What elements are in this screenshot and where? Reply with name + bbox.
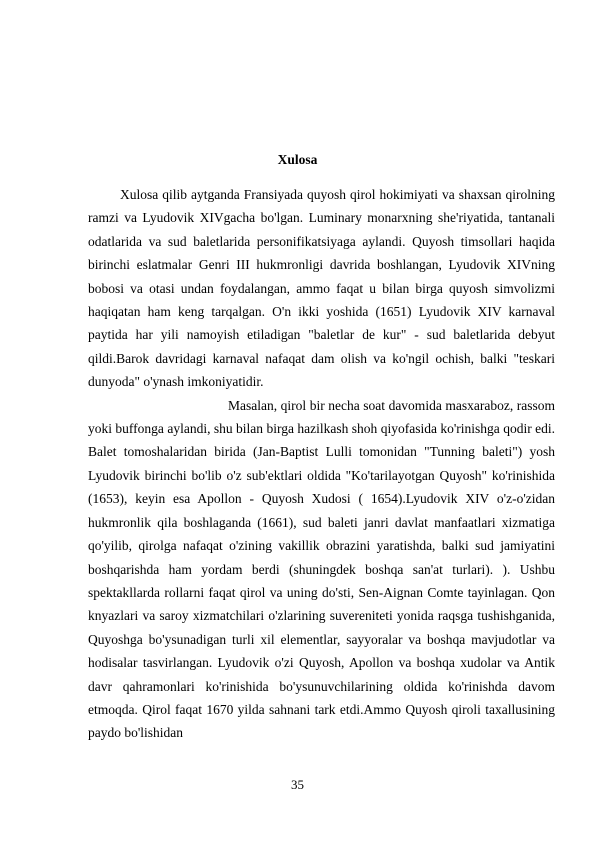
page-title: Xulosa (277, 152, 318, 167)
paragraph: Xulosa qilib aytganda Fransiyada quyosh qirol hokimiyati va shaxsan qirolning ramzi va Lyudovik XIVgacha bo'lgan. Luminary monarxning she'riyatida, tantanali odatlarida va sud baletlarida personifikatsiyaga aylandi. Quyosh timsollari haqida birinchi eslatmalar Genri III hukmronligi davrida boshlangan, Lyudovik XIVning bobosi va otasi undan foydalangan, ammo faqat u bilan birga quyosh simvolizmi haqiqatan ham keng tarqalgan. O'n ikki yoshida (1651) Lyudovik XIV karnaval paytida har yili namoyish etiladigan "baletlar de kur" - sud baletlarida debyut qildi.Barok davridagi karnaval nafaqat dam olish va ko'ngil ochish, balki "teskari dunyoda" o'ynash imkoniyatidir. (88, 187, 555, 390)
paragraph: Masalan, qirol bir necha soat davomida masxaraboz, rassom yoki buffonga aylandi, shu bilan birga hazilkash shoh qiyofasida ko'rinishga qodir edi. Balet tomoshalaridan birida (Jan-Baptist Lulli tomonidan "Tunning baleti") yosh Lyudovik birinchi bo'lib o'z sub'ektlari oldida "Ko'tarilayotgan Quyosh" ko'rinishida (1653), keyin esa Apollon - Quyosh Xudosi ( 1654).Lyudovik XIV o'z-o'zidan hukmronlik qila boshlaganda (1661), sud baleti janri davlat manfaatlari xizmatiga qo'yilib, qirolga nafaqat o'zining vakillik obrazini yaratishda, balki sud jamiyatini boshqarishda ham yordam berdi (shuningdek boshqa san'at turlari). ). Ushbu spektakllarda rollarni faqat qirol va uning do'sti, Sen-Aignan Comte tayinlagan. Qon knyazlari va saroy xizmatchilari o'zlarining suvereniteti yonida raqsga tushishganida, Quyoshga bo'ysunadigan turli xil elementlar, sayyoralar va boshqa mavjudotlar va hodisalar tasvirlangan. Lyudovik o'zi Quyosh, Apollon va boshqa xudolar va Antik davr qahramonlari ko'rinishida bo'ysunuvchilarining oldida ko'rinishda davom etmoqda. Qirol faqat 1670 yilda sahnani tark etdi.Ammo Quyosh qiroli taxallusining paydo bo'lishidan (88, 397, 555, 741)
page-number: 35 (291, 777, 304, 792)
body-text (88, 183, 555, 745)
